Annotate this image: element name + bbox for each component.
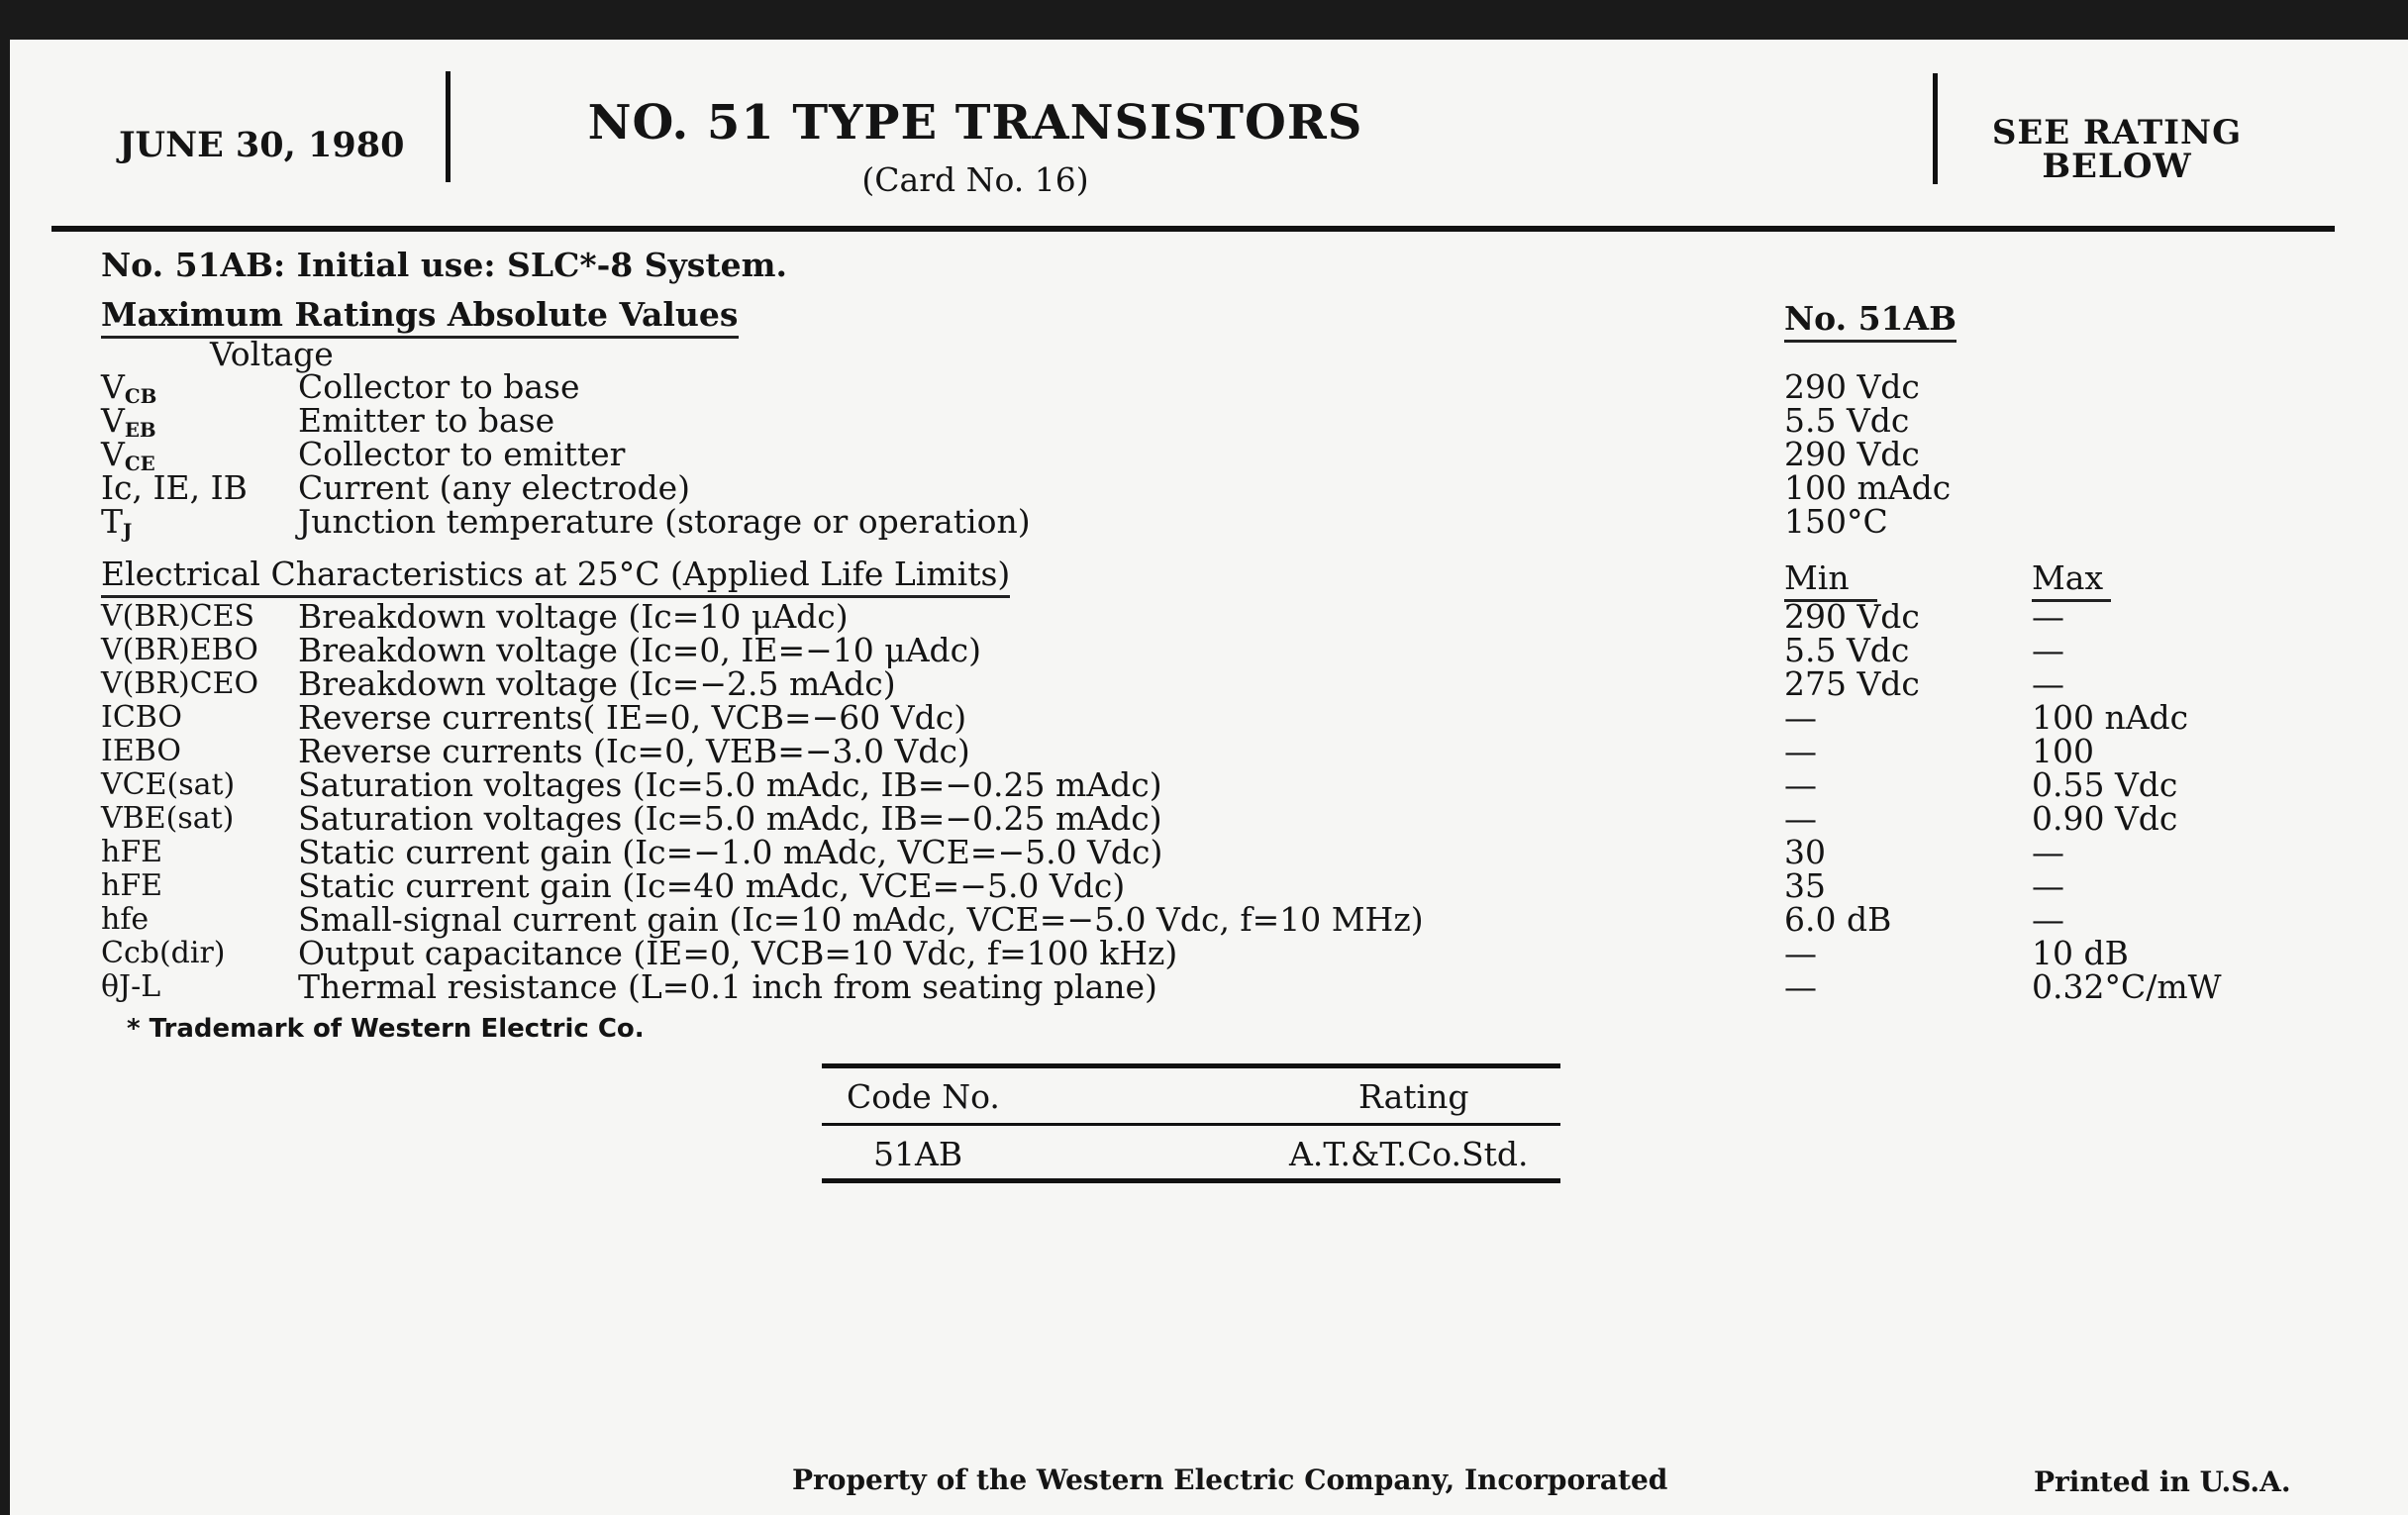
characteristic-symbol: Ccb(dir) — [101, 936, 226, 970]
max-ratings-column-heading — [1784, 299, 1956, 338]
characteristic-min: — — [1784, 967, 1817, 1006]
footer-property: Property of the Western Electric Company, Incorporated — [792, 1464, 1668, 1496]
characteristic-max: 0.55 Vdc — [2032, 765, 2178, 804]
rating-description: Current (any electrode) — [298, 468, 691, 507]
rating-value: 5.5 Vdc — [1784, 401, 1910, 440]
characteristic-min: 30 — [1784, 833, 1826, 871]
characteristic-description: Thermal resistance (L=0.1 inch from seating plane) — [298, 967, 1157, 1006]
max-rating-row — [10, 502, 2386, 543]
characteristic-symbol: ICBO — [101, 700, 183, 735]
characteristic-min: — — [1784, 732, 1817, 770]
max-ratings-heading — [101, 295, 739, 334]
rating-value: 100 mAdc — [1784, 468, 1952, 507]
header-divider-right — [1933, 73, 1938, 184]
trademark-note: * Trademark of Western Electric Co. — [127, 1014, 645, 1044]
characteristic-min: 35 — [1784, 866, 1826, 905]
rating-symbol: $V_{EB}$ — [101, 401, 156, 442]
characteristic-min: 290 Vdc — [1784, 597, 1920, 636]
electrical-heading-text: Electrical Characteristics at 25°C (Applied Life Limits) — [101, 555, 1010, 598]
page-title: NO. 51 TYPE TRANSISTORS — [587, 95, 1363, 151]
characteristic-description: Breakdown voltage (Ic=0, IE=−10 μAdc) — [298, 631, 982, 669]
characteristic-symbol: V(BR)CEO — [101, 666, 259, 701]
rating-description: Collector to emitter — [298, 435, 626, 473]
max-ratings-heading-text: Maximum Ratings Absolute Values — [101, 295, 739, 339]
intro-line: No. 51AB: Initial use: SLC*-8 System. — [101, 246, 787, 284]
characteristic-description: Breakdown voltage (Ic=10 μAdc) — [298, 597, 849, 636]
characteristic-max: — — [2032, 631, 2064, 669]
electrical-heading — [101, 555, 1010, 593]
characteristic-row — [10, 799, 2386, 838]
characteristic-max: 0.90 Vdc — [2032, 799, 2178, 838]
footer-printed: Printed in U.S.A. — [2034, 1465, 2291, 1498]
characteristic-row — [10, 698, 2386, 737]
characteristic-min: — — [1784, 698, 1817, 737]
characteristic-max: 0.32°C/mW — [2032, 967, 2222, 1006]
characteristic-description: Small-signal current gain (Ic=10 mAdc, VCE=−5.0 Vdc, f=10 MHz) — [298, 900, 1424, 939]
min-heading-text: Min — [1784, 558, 1877, 602]
rating-value-cell: A.T.&T.Co.Std. — [1289, 1135, 1529, 1173]
max-heading-text: Max — [2032, 558, 2111, 602]
characteristic-symbol: VCE(sat) — [101, 767, 236, 802]
max-rating-row — [10, 401, 2386, 442]
header-date: JUNE 30, 1980 — [119, 125, 405, 165]
rating-col-header: Rating — [1358, 1077, 1469, 1116]
max-ratings-column-text: No. 51AB — [1784, 299, 1956, 343]
characteristic-max: — — [2032, 866, 2064, 905]
characteristic-symbol: V(BR)CES — [101, 599, 255, 634]
characteristic-description: Breakdown voltage (Ic=−2.5 mAdc) — [298, 664, 896, 703]
characteristic-description: Saturation voltages (Ic=5.0 mAdc, IB=−0.25 mAdc) — [298, 765, 1162, 804]
characteristic-max: — — [2032, 664, 2064, 703]
characteristic-description: Reverse currents( IE=0, VCB=−60 Vdc) — [298, 698, 967, 737]
characteristic-row — [10, 934, 2386, 972]
voltage-subheading: Voltage — [210, 335, 334, 373]
document-card — [10, 40, 2408, 1515]
characteristic-description: Output capacitance (IE=0, VCB=10 Vdc, f=100 kHz) — [298, 934, 1178, 972]
characteristic-symbol: IEBO — [101, 734, 181, 768]
characteristic-max: 100 — [2032, 732, 2094, 770]
characteristic-symbol: V(BR)EBO — [101, 633, 258, 667]
characteristic-max: 100 nAdc — [2032, 698, 2189, 737]
characteristic-description: Static current gain (Ic=40 mAdc, VCE=−5.0 Vdc) — [298, 866, 1126, 905]
characteristic-min: — — [1784, 934, 1817, 972]
characteristic-row — [10, 631, 2386, 669]
code-col-header: Code No. — [847, 1077, 1000, 1116]
rating-symbol: $V_{CB}$ — [101, 367, 157, 408]
characteristic-symbol: hFE — [101, 868, 163, 903]
characteristic-row — [10, 732, 2386, 770]
rating-symbol: $T_J$ — [101, 502, 133, 543]
max-rating-row — [10, 435, 2386, 475]
characteristic-row — [10, 597, 2386, 636]
characteristic-description: Saturation voltages (Ic=5.0 mAdc, IB=−0.25 mAdc) — [298, 799, 1162, 838]
characteristic-row — [10, 900, 2386, 939]
code-table-mid-rule — [822, 1123, 1560, 1126]
code-value: 51AB — [873, 1135, 963, 1173]
rating-value: 150°C — [1784, 502, 1888, 541]
rating-value: 290 Vdc — [1784, 367, 1920, 406]
characteristic-symbol: hFE — [101, 835, 163, 869]
characteristic-description: Reverse currents (Ic=0, VEB=−3.0 Vdc) — [298, 732, 970, 770]
characteristic-symbol: VBE(sat) — [101, 801, 235, 836]
rating-note-line1: SEE RATING — [1991, 113, 2243, 152]
rating-description: Junction temperature (storage or operation) — [298, 502, 1031, 541]
rating-note-line2: BELOW — [2042, 147, 2192, 186]
max-heading — [2032, 558, 2111, 597]
characteristic-min: — — [1784, 765, 1817, 804]
code-table-bottom-rule — [822, 1178, 1560, 1183]
characteristic-symbol: hfe — [101, 902, 150, 937]
header-rule — [51, 226, 2335, 232]
characteristic-row — [10, 833, 2386, 871]
characteristic-row — [10, 664, 2386, 703]
characteristic-max: — — [2032, 900, 2064, 939]
characteristic-max: — — [2032, 597, 2064, 636]
rating-value: 290 Vdc — [1784, 435, 1920, 473]
max-rating-row — [10, 367, 2386, 408]
max-rating-row — [10, 468, 2386, 507]
code-table-top-rule — [822, 1063, 1560, 1068]
characteristic-max: — — [2032, 833, 2064, 871]
min-heading — [1784, 558, 1877, 597]
characteristic-row — [10, 765, 2386, 804]
characteristic-min: 6.0 dB — [1784, 900, 1892, 939]
characteristic-min: 275 Vdc — [1784, 664, 1920, 703]
characteristic-max: 10 dB — [2032, 934, 2129, 972]
card-number: (Card No. 16) — [861, 160, 1089, 199]
rating-description: Emitter to base — [298, 401, 555, 440]
characteristic-description: Static current gain (Ic=−1.0 mAdc, VCE=−5.0 Vdc) — [298, 833, 1163, 871]
characteristic-row — [10, 967, 2386, 1006]
rating-description: Collector to base — [298, 367, 580, 406]
characteristic-min: — — [1784, 799, 1817, 838]
characteristic-row — [10, 866, 2386, 905]
characteristic-symbol: θJ-L — [101, 969, 161, 1004]
rating-symbol: $V_{CE}$ — [101, 435, 155, 475]
characteristic-min: 5.5 Vdc — [1784, 631, 1910, 669]
rating-symbol: Ic, IE, IB — [101, 468, 248, 507]
